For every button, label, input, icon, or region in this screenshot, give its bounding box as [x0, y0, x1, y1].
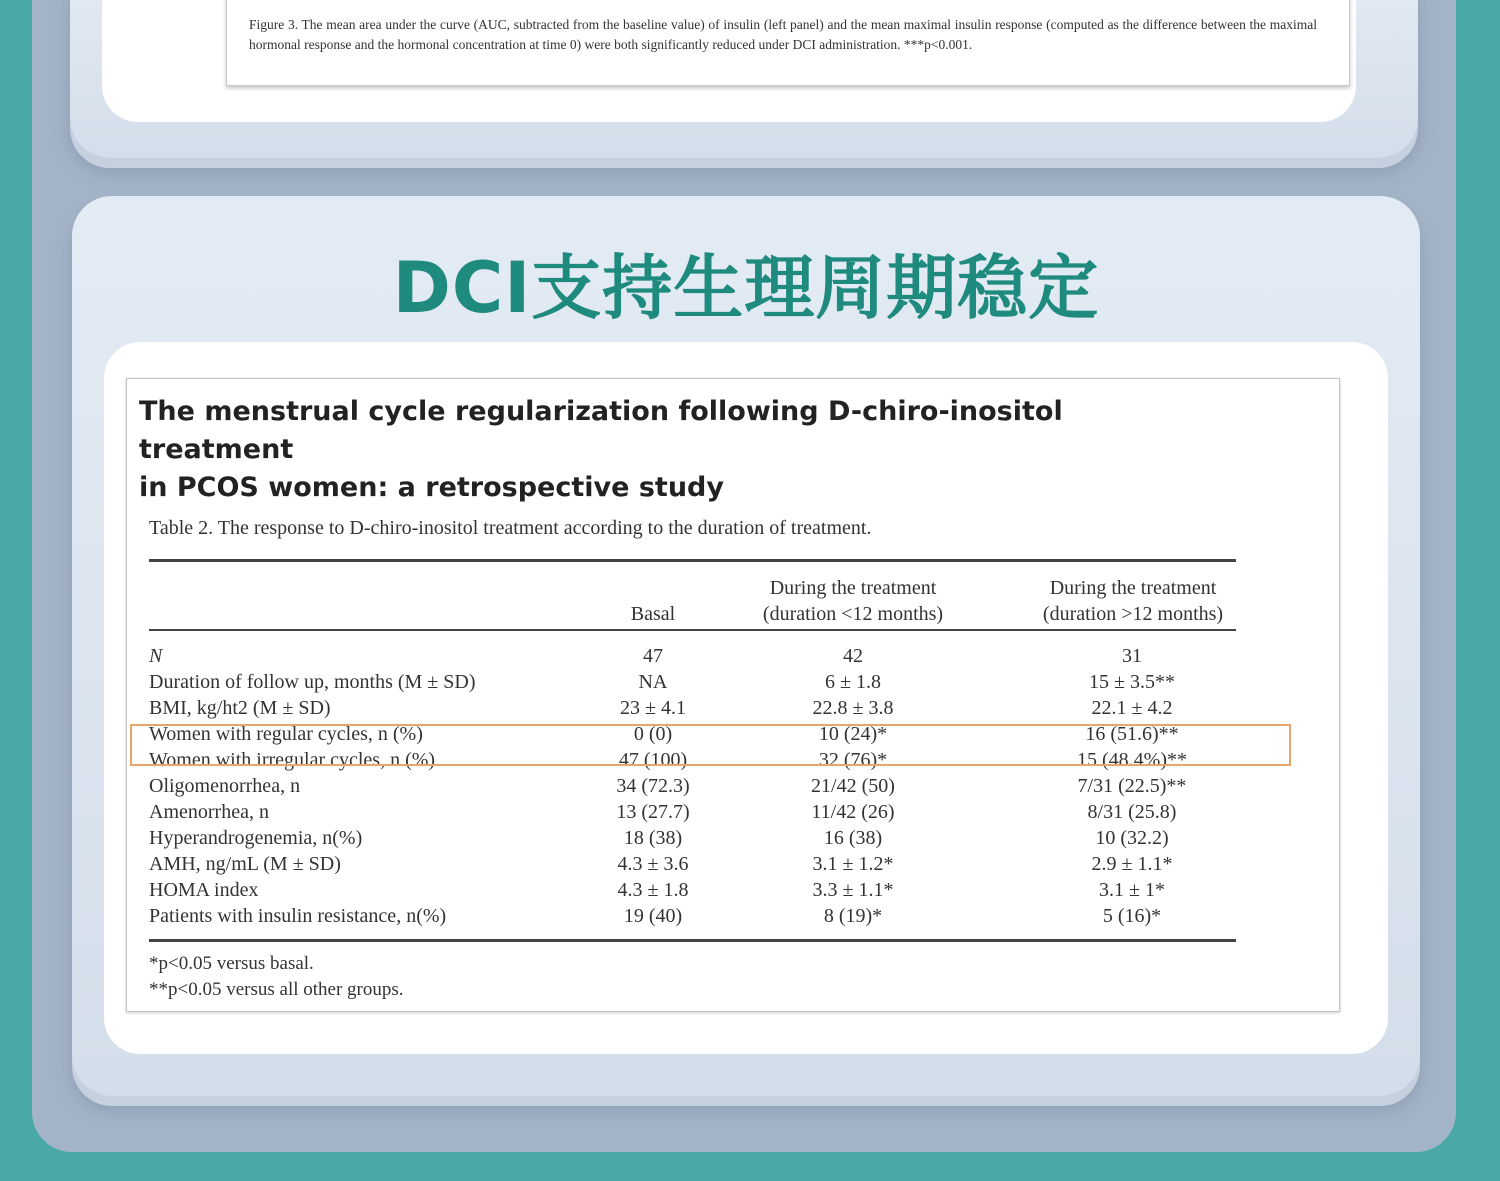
table-row — [149, 671, 1239, 697]
cell-short: 11/42 (26) — [811, 801, 895, 823]
row-label: Hyperandrogenemia, n(%) — [149, 827, 363, 849]
cell-short: 3.1 ± 1.2* — [812, 853, 894, 875]
cell-basal: NA — [638, 671, 668, 693]
table-row — [149, 775, 1239, 801]
table-row — [149, 853, 1239, 879]
row-label: Duration of follow up, months (M ± SD) — [149, 671, 476, 693]
row-label: Patients with insulin resistance, n(%) — [149, 905, 447, 927]
row-label: Women with regular cycles, n (%) — [149, 723, 423, 745]
cell-long: 8/31 (25.8) — [1087, 801, 1177, 823]
header-during-short-line-2: (duration <12 months) — [762, 603, 944, 625]
cell-basal: 23 ± 4.1 — [620, 697, 686, 719]
row-label: Women with irregular cycles, n (%) — [149, 749, 436, 771]
paper-title — [139, 393, 1139, 507]
cell-basal: 13 (27.7) — [616, 801, 690, 823]
cell-short: 21/42 (50) — [811, 775, 895, 797]
header-during-long-line-2: (duration >12 months) — [1042, 603, 1224, 625]
row-label: AMH, ng/mL (M ± SD) — [149, 853, 341, 875]
cell-long: 5 (16)* — [1102, 905, 1162, 927]
row-label: N — [149, 645, 163, 667]
cell-basal: 0 (0) — [633, 723, 673, 745]
figure-card — [70, 0, 1418, 158]
table-row — [149, 905, 1239, 931]
cell-long: 15 ± 3.5** — [1089, 671, 1175, 693]
cell-basal: 34 (72.3) — [616, 775, 690, 797]
paper-excerpt — [126, 378, 1340, 1012]
cell-long: 3.1 ± 1* — [1099, 879, 1165, 901]
table-row — [149, 697, 1239, 723]
row-label: Amenorrhea, n — [149, 801, 269, 823]
cell-long: 10 (32.2) — [1095, 827, 1169, 849]
highlight-box — [130, 724, 1291, 766]
cell-basal: 4.3 ± 3.6 — [617, 853, 689, 875]
cell-short: 16 (38) — [823, 827, 883, 849]
row-label: HOMA index — [149, 879, 259, 901]
row-label: Oligomenorrhea, n — [149, 775, 301, 797]
footnote-groups: **p<0.05 versus all other groups. — [149, 979, 404, 1000]
cell-long: 7/31 (22.5)** — [1077, 775, 1187, 797]
cell-short: 6 ± 1.8 — [825, 671, 881, 693]
paper-title-line-1: The menstrual cycle regularization following D-chiro-inositol treatment — [139, 396, 1063, 465]
cell-basal: 19 (40) — [623, 905, 683, 927]
header-during-long-line-1: During the treatment — [1049, 577, 1217, 599]
cell-long: 16 (51.6)** — [1085, 723, 1179, 745]
header-basal: Basal — [630, 603, 676, 625]
cell-short: 42 — [843, 645, 863, 667]
cell-long: 22.1 ± 4.2 — [1091, 697, 1173, 719]
table-card-inner — [104, 342, 1388, 1054]
paper-title-line-2: in PCOS women: a retrospective study — [139, 472, 724, 503]
cell-short: 3.3 ± 1.1* — [812, 879, 894, 901]
cell-basal: 47 — [643, 645, 663, 667]
table-card — [72, 196, 1420, 1096]
cell-long: 15 (48.4%)** — [1077, 749, 1187, 771]
table-header-rule — [149, 629, 1236, 631]
table-bottom-rule — [149, 939, 1236, 942]
table-top-rule — [149, 559, 1236, 562]
footnote-basal: *p<0.05 versus basal. — [149, 953, 314, 974]
row-label: BMI, kg/ht2 (M ± SD) — [149, 697, 331, 719]
cell-short: 32 (76)* — [818, 749, 888, 771]
cell-basal: 18 (38) — [623, 827, 683, 849]
header-during-short-line-1: During the treatment — [769, 577, 937, 599]
cell-short: 22.8 ± 3.8 — [812, 697, 894, 719]
cell-basal: 4.3 ± 1.8 — [617, 879, 689, 901]
table-caption: Table 2. The response to D-chiro-inositol treatment according to the duration of treatment. — [149, 517, 872, 539]
table-row — [149, 827, 1239, 853]
header-during-long — [1013, 575, 1253, 627]
header-during-short — [733, 575, 973, 627]
cell-long: 31 — [1122, 645, 1142, 667]
table-row — [149, 645, 1239, 671]
cell-long: 2.9 ± 1.1* — [1091, 853, 1173, 875]
figure-excerpt — [226, 0, 1350, 86]
figure-caption: Figure 3. The mean area under the curve (AUC, subtracted from the baseline value) of insulin (left panel) and the mean maximal insulin response (computed as the difference between the maximal hormonal response and the hormonal concentration at time 0) were both significantly reduced under DCI administration. ***p<0.001. — [249, 17, 1317, 52]
section-title: DCI支持生理周期稳定 — [392, 247, 1100, 329]
cell-short: 10 (24)* — [818, 723, 888, 745]
cell-basal: 47 (100) — [618, 749, 688, 771]
cell-short: 8 (19)* — [823, 905, 883, 927]
table-row — [149, 801, 1239, 827]
figure-card-inner — [102, 0, 1356, 122]
table-row — [149, 879, 1239, 905]
